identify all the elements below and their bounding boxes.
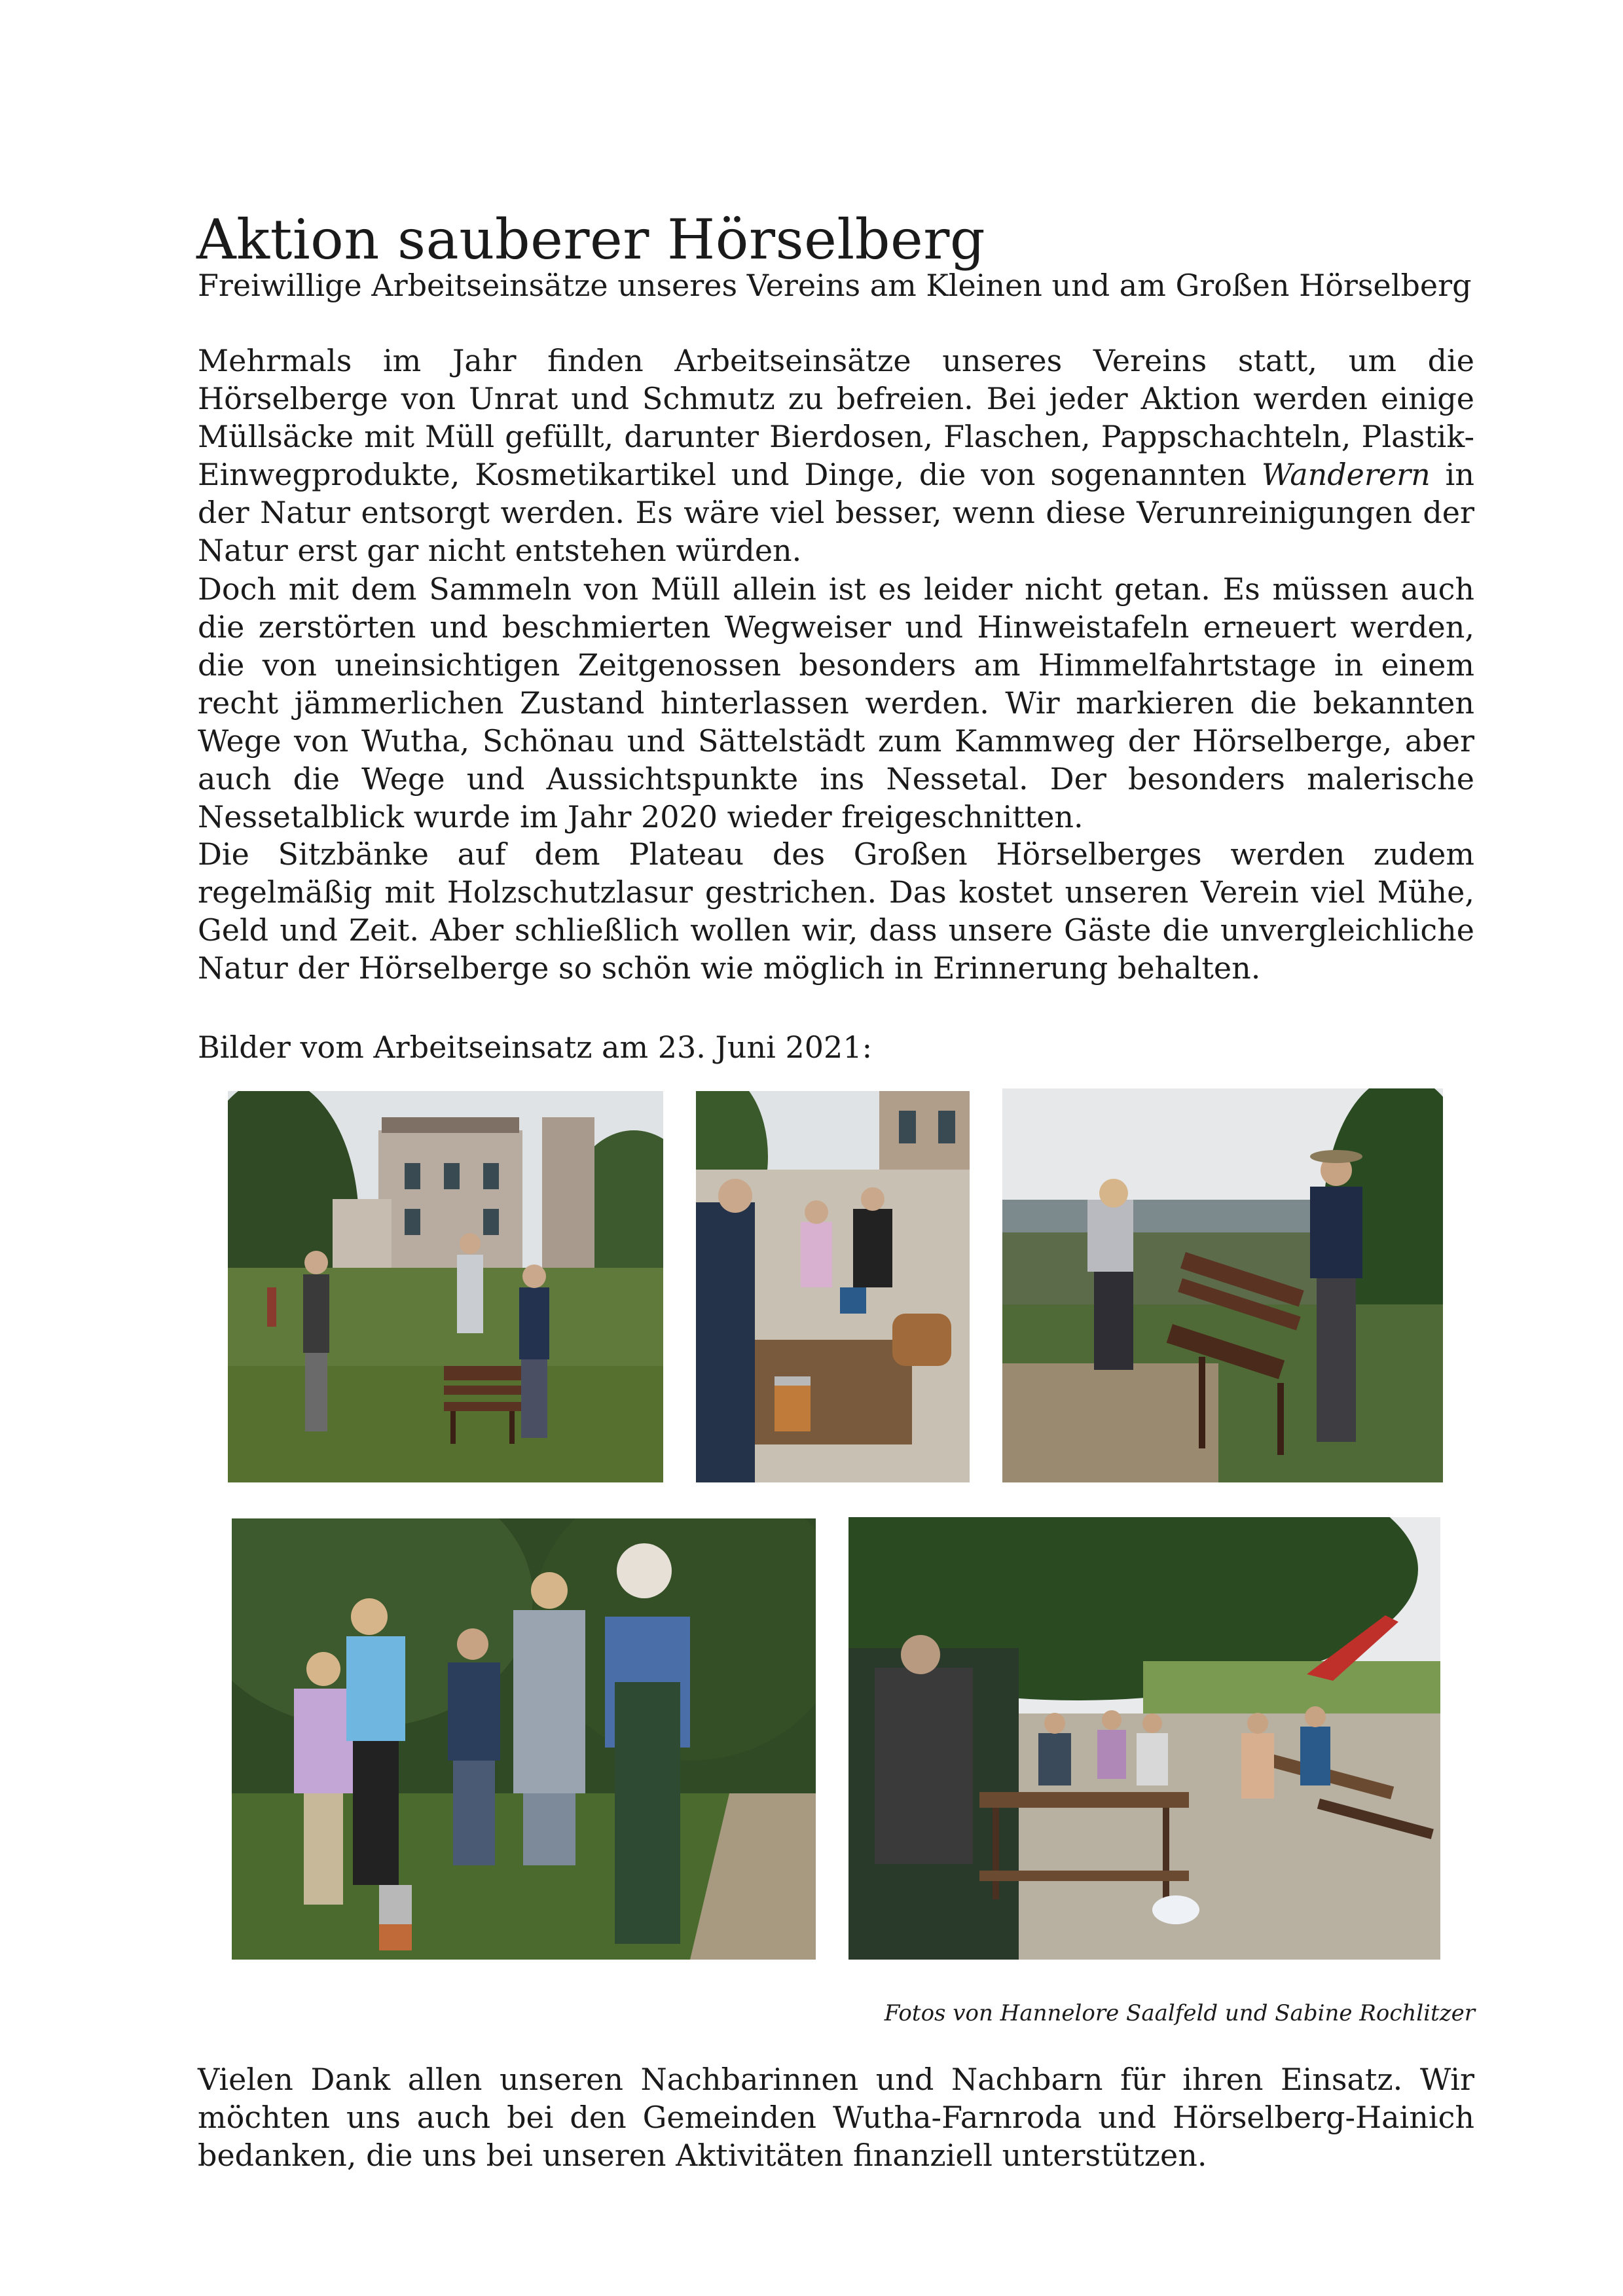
benches-paragraph: Die Sitzbänke auf dem Plateau des Großen Hörselberges werden zudem regelmäßig mit Holzschutzlasur gestrichen. Das kostet unseren Verein viel Mühe, Geld und Zeit. Aber schließlich wollen wir, dass unsere Gäste die unvergleichliche Natur der Hörselberge so schön wie möglich in Erinnerung behalten. bbox=[198, 836, 1474, 986]
photo-volunteer-group bbox=[232, 1518, 816, 1960]
document-title: Aktion sauberer Hörselberg bbox=[196, 207, 986, 272]
wanderer-emphasis: Wanderern bbox=[1261, 457, 1431, 492]
photo-building-meadow bbox=[228, 1091, 663, 1482]
photo-painting-bench bbox=[1002, 1088, 1443, 1482]
photo-picnic-break bbox=[848, 1517, 1440, 1960]
thanks-paragraph: Vielen Dank allen unseren Nachbarinnen und Nachbarn für ihren Einsatz. Wir möchten uns auch bei den Gemeinden Wutha-Farnroda und Hörselberg-Hainich bedanken, die uns bei unseren Aktivitäten finanziell unterstützen. bbox=[198, 2062, 1474, 2173]
photo-tools-and-basket bbox=[696, 1091, 970, 1482]
intro-paragraph bbox=[198, 342, 1474, 569]
signage-paragraph: Doch mit dem Sammeln von Müll allein ist es leider nicht getan. Es müssen auch die zerstörten und beschmierten Wegweiser und Hinweistafeln erneuert werden, die von uneinsichtigen Zeitgenossen besonders am Himmelfahrtstage in einem recht jämmerlichen Zustand hinterlassen werden. Wir markieren die bekannten Wege von Wutha, Schönau und Sättelstädt zum Kammweg der Hörselberge, aber auch die Wege und Aussichtspunkte ins Nessetal. Der besonders malerische Nessetalblick wurde im Jahr 2020 wieder freigeschnitten. bbox=[198, 571, 1474, 834]
document-subtitle: Freiwillige Arbeitseinsätze unseres Vereins am Kleinen und am Großen Hörselberg bbox=[198, 268, 1472, 303]
photo-credit: Fotos von Hannelore Saalfeld und Sabine Rochlitzer bbox=[884, 2000, 1475, 2026]
intro-text-end: in der Natur entsorgt werden. Es wäre viel besser, wenn diese Verunreinigungen der Natur erst gar nicht entstehen würden. bbox=[198, 457, 1474, 568]
photos-intro: Bilder vom Arbeitseinsatz am 23. Juni 2021: bbox=[198, 1030, 873, 1065]
intro-text-start: Mehrmals im Jahr finden Arbeitseinsätze unseres Vereins statt, um die Hörselberge von Unrat und Schmutz zu befreien. Bei jeder Aktion werden einige Müllsäcke mit Müll gefüllt, darunter Bierdosen, Flaschen, Pappschachteln, Plastik-Einwegprodukte, Kosmetikartikel und Dinge, die von sogenannten bbox=[198, 343, 1474, 492]
